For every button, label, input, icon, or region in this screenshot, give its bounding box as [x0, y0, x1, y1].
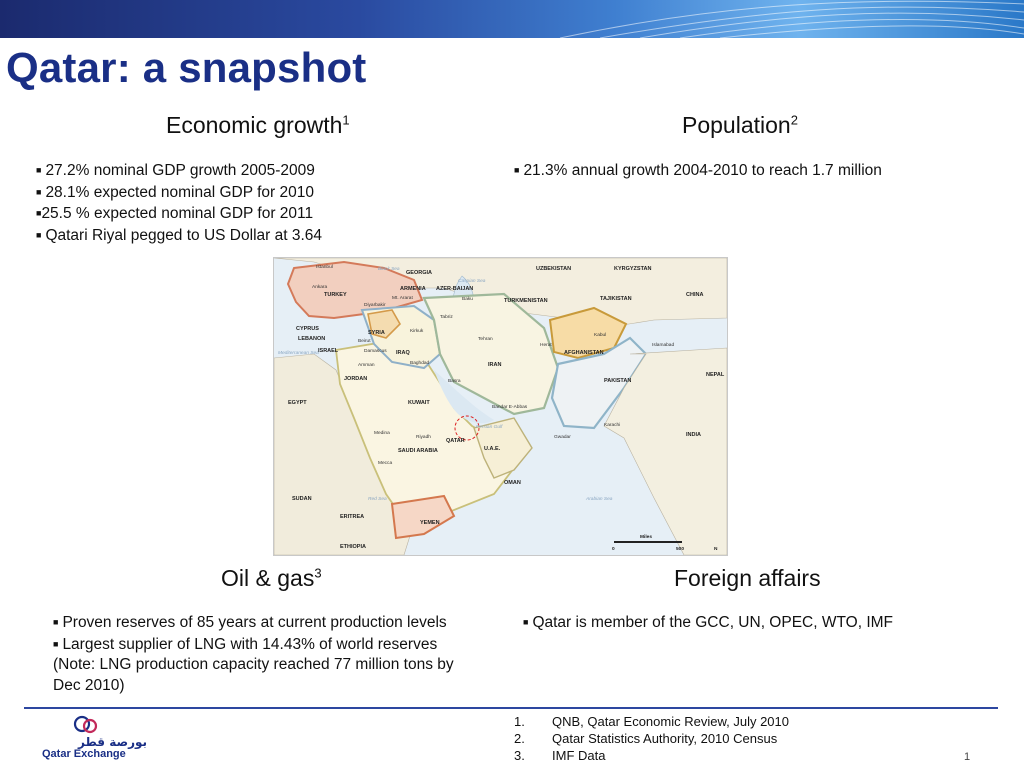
city-label: Tabriz	[440, 315, 453, 320]
map-label: SYRIA	[368, 330, 385, 336]
bullet-text: Qatar is member of the GCC, UN, OPEC, WTO, IMF	[532, 614, 894, 631]
bullet-text: 27.2% nominal GDP growth 2005-2009	[45, 162, 315, 179]
map-labels	[274, 258, 727, 555]
map-label: UZBEKISTAN	[536, 266, 572, 272]
footnote-number: 3.	[514, 748, 525, 763]
map-label: INDIA	[686, 432, 701, 438]
list-item: ■ Proven reserves of 85 years at current production levels	[53, 614, 447, 631]
city-label: Damascus	[364, 349, 387, 354]
map-label: U.A.E.	[484, 446, 501, 452]
city-label: Baku	[462, 297, 473, 302]
footnote	[514, 713, 789, 730]
note-line: (Note: LNG production capacity reached 77 million tons by	[53, 656, 454, 673]
map-label: ARMENIA	[400, 286, 426, 292]
city-label: Mecca	[378, 461, 393, 466]
city-label: Gwadar	[554, 435, 571, 440]
sea-label: Arabian Sea	[586, 497, 613, 502]
list-item: ■ 27.2% nominal GDP growth 2005-2009	[36, 162, 315, 179]
foreign-affairs-heading-text: Foreign affairs	[674, 565, 821, 591]
bullet-text: 21.3% annual growth 2004-2010 to reach 1.7 million	[523, 162, 882, 179]
map-label: NEPAL	[706, 372, 725, 378]
oil-gas-list	[53, 612, 454, 696]
sea-label: Caspian Sea	[458, 279, 486, 284]
population-footnote-ref: 2	[790, 112, 798, 128]
city-label: Amman	[358, 363, 375, 368]
city-label: Kirkuk	[410, 329, 424, 334]
bullet-text: Largest supplier of LNG with 14.43% of world reserves	[62, 635, 438, 653]
city-label: Riyadh	[416, 435, 431, 440]
city-label: Beirut	[358, 339, 371, 344]
list-item: ■ 21.3% annual growth 2004-2010 to reach 1.7 million	[514, 162, 882, 179]
map-label: GEORGIA	[406, 270, 432, 276]
header-band	[0, 0, 1024, 38]
oil-gas-heading-text: Oil & gas	[221, 565, 315, 591]
bullet-text: Proven reserves of 85 years at current production levels	[62, 614, 447, 631]
economic-growth-list	[36, 160, 322, 246]
sea-label: Persian Gulf	[476, 425, 503, 430]
map-label: ISRAEL	[318, 348, 339, 354]
list-item: ■ 28.1% expected nominal GDP for 2010	[36, 183, 314, 201]
map-label: LEBANON	[298, 336, 326, 342]
map-label: KUWAIT	[408, 400, 430, 406]
city-label: Tehran	[478, 337, 493, 342]
list-item: ■ Qatar is member of the GCC, UN, OPEC, WTO, IMF	[523, 614, 894, 631]
bullet-text: Qatari Riyal pegged to US Dollar at 3.64	[45, 226, 323, 244]
map-label: QATAR	[446, 438, 465, 444]
city-label: Baghdad	[410, 361, 430, 366]
map-label: JORDAN	[344, 376, 368, 382]
logo-english-text: Qatar Exchange	[42, 748, 126, 760]
map-label: OMAN	[504, 480, 521, 486]
economic-growth-heading-text: Economic growth	[166, 112, 343, 138]
scale-tick: 0	[612, 547, 615, 552]
list-item: ■25.5 % expected nominal GDP for 2011	[36, 205, 314, 222]
city-label: Basra	[448, 379, 461, 384]
city-label: Kabul	[594, 333, 607, 338]
city-label: Bandar E-Abbas	[492, 405, 528, 410]
map-label: PAKISTAN	[604, 378, 632, 384]
population-heading	[682, 112, 798, 139]
map-label: CHINA	[686, 292, 704, 298]
economic-growth-heading	[166, 112, 350, 139]
bullet-text: 28.1% expected nominal GDP for 2010	[45, 183, 314, 201]
header-wave-decoration	[0, 0, 1024, 38]
footnotes-list	[514, 713, 789, 764]
scale-tick: 500	[676, 547, 685, 552]
map-label: SUDAN	[292, 496, 312, 502]
map-label: IRAN	[488, 362, 502, 368]
footnote	[514, 730, 789, 747]
population-heading-text: Population	[682, 112, 791, 138]
foreign-affairs-heading	[674, 565, 821, 592]
city-label: Mt. Ararat	[392, 296, 413, 301]
scale-label: Miles	[640, 535, 652, 540]
north-arrow-label: N	[714, 547, 718, 552]
footnote-text: QNB, Qatar Economic Review, July 2010	[552, 714, 789, 729]
city-label: Islamabad	[652, 343, 675, 348]
map-label: CYPRUS	[296, 326, 319, 332]
map-label: ETHIOPIA	[340, 544, 366, 550]
footnote-number: 2.	[514, 731, 525, 746]
map-label: KYRGYZSTAN	[614, 266, 652, 272]
list-item: ■ Largest supplier of LNG with 14.43% of world reserves	[53, 635, 438, 653]
middle-east-map	[273, 257, 728, 556]
footnote-text: Qatar Statistics Authority, 2010 Census	[552, 731, 778, 746]
population-list	[514, 160, 882, 182]
note-line: Dec 2010)	[53, 676, 125, 694]
oil-gas-footnote-ref: 3	[314, 565, 322, 581]
list-item: ■ Qatari Riyal pegged to US Dollar at 3.64	[36, 226, 323, 244]
map-label: YEMEN	[420, 520, 440, 526]
map-label: SAUDI ARABIA	[398, 448, 438, 454]
map-label: TAJIKISTAN	[600, 296, 632, 302]
bullet-text: 25.5 % expected nominal GDP for 2011	[41, 205, 314, 222]
footnote-number: 1.	[514, 714, 525, 729]
foreign-affairs-list	[523, 612, 893, 634]
footnote	[514, 747, 789, 764]
city-label: Ankara	[312, 285, 328, 290]
logo-arabic-text: بورصة قطر	[78, 735, 147, 749]
sea-label: Mediterranean Sea	[278, 351, 319, 356]
page-number: 1	[964, 751, 971, 763]
sea-label: Black Sea	[378, 267, 400, 272]
sea-label: Red Sea	[368, 497, 387, 502]
city-label: Istanbul	[316, 265, 333, 270]
footnote-text: IMF Data	[552, 748, 606, 763]
map-label: EGYPT	[288, 400, 307, 406]
city-label: Medina	[374, 431, 390, 436]
city-label: Karachi	[604, 423, 621, 428]
map-label: AFGHANISTAN	[564, 350, 604, 356]
city-label: Diyarbakir	[364, 303, 386, 308]
map-label: TURKMENISTAN	[504, 298, 548, 304]
map-label: ERITREA	[340, 514, 365, 520]
map-label: IRAQ	[396, 350, 410, 356]
oil-gas-heading	[221, 565, 322, 592]
footer-rule	[24, 707, 998, 709]
slide-title: Qatar: a snapshot	[6, 44, 367, 91]
economic-growth-footnote-ref: 1	[342, 112, 350, 128]
map-label: TURKEY	[324, 292, 347, 298]
map-label: AZER-BAIJAN	[436, 286, 474, 292]
city-label: Herat	[540, 343, 552, 348]
